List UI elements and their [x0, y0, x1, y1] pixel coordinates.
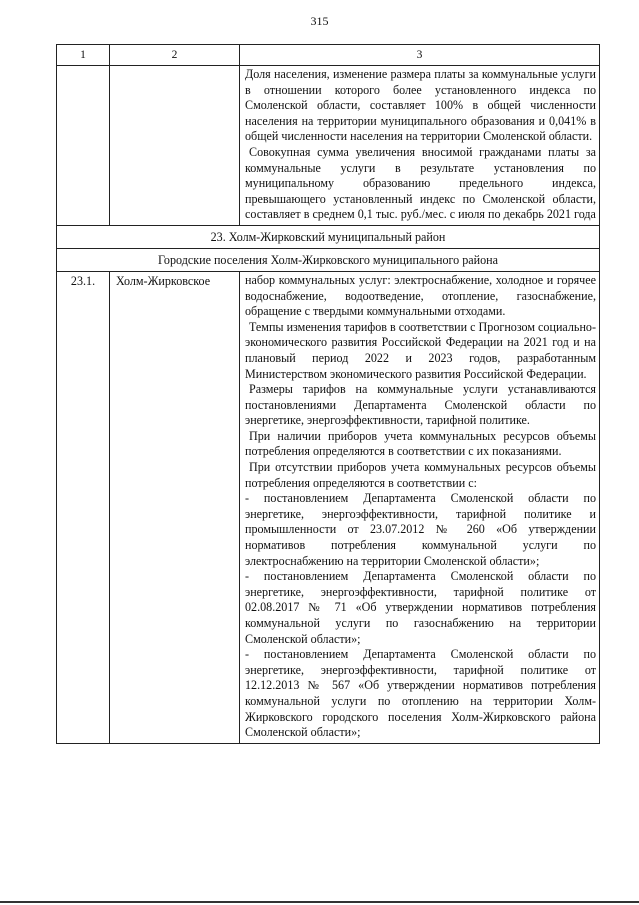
- header-cell-2: 2: [110, 45, 240, 66]
- paragraph: При отсутствии приборов учета коммунальных ресурсов объемы потребления определяются в соответствии с:: [245, 460, 596, 490]
- table-row: [57, 271, 600, 743]
- subsection-title-row: [57, 248, 600, 271]
- row-name: Холм-Жирковское: [110, 271, 240, 743]
- page-number: 315: [310, 14, 329, 28]
- continuation-row: [57, 66, 600, 226]
- paragraph: - постановлением Департамента Смоленской области по энергетике, энергоэффективности, тарифной политике от 12.12.2013 № 567 «Об утверждении нормативов потребления коммунальной услуги по отоплению на территории Холм-Жирковского городского поселения Холм-Жирковского района Смоленской области»;: [245, 647, 596, 740]
- page-bottom-edge: [0, 901, 639, 903]
- subsection-title: Городские поселения Холм-Жирковского муниципального района: [57, 248, 600, 271]
- row-description: [240, 271, 600, 743]
- paragraph: - постановлением Департамента Смоленской области по энергетике, энергоэффективности, тарифной политике и промышленности от 23.07.2012 № 260 «Об утверждении нормативов потребления коммунальной услуги по электроснабжению на территории Смоленской области»;: [245, 491, 596, 568]
- paragraph: Темпы изменения тарифов в соответствии с Прогнозом социально-экономического развития Российской Федерации на 2021 год и на плановый период 2022 и 2023 годов, разработанным Министерством экономического развития Российской Федерации.: [245, 319, 596, 381]
- paragraph: Доля населения, изменение размера платы за коммунальные услуги в отношении которого более установленного индекса по Смоленской области, составляет 100% в общей численности населения на территории муниципального образования и 0,041% в общей численности населения на территории Смоленской области.: [245, 67, 596, 144]
- row-number: 23.1.: [57, 271, 110, 743]
- header-cell-1: 1: [57, 45, 110, 66]
- paragraph: При наличии приборов учета коммунальных ресурсов объемы потребления определяются в соответствии с их показаниями.: [245, 428, 596, 459]
- continuation-text-cell: [240, 66, 600, 226]
- paragraph: - постановлением Департамента Смоленской области по энергетике, энергоэффективности, тарифной политике от 02.08.2017 № 71 «Об утверждении нормативов потребления коммунальной услуги по газоснабжению на территории Смоленской области»;: [245, 569, 596, 646]
- section-title-row: [57, 225, 600, 248]
- section-title: 23. Холм-Жирковский муниципальный район: [57, 225, 600, 248]
- table-header-row: [57, 45, 600, 66]
- document-table: [56, 44, 600, 744]
- header-cell-3: 3: [240, 45, 600, 66]
- paragraph: Размеры тарифов на коммунальные услуги устанавливаются постановлениями Департамента Смоленской области по энергетике, энергоэффективности, тарифной политике.: [245, 382, 596, 428]
- continuation-num-cell: [57, 66, 110, 226]
- paragraph: Совокупная сумма увеличения вносимой гражданами платы за коммунальные услуги в результате установления по муниципальному образованию предельного индекса, превышающего установленный индекс по Смоленской области, составляет в среднем 0,1 тыс. руб./мес. с июля по декабрь 2021 года: [245, 144, 596, 222]
- continuation-name-cell: [110, 66, 240, 226]
- paragraph: набор коммунальных услуг: электроснабжение, холодное и горячее водоснабжение, водоотведение, отопление, газоснабжение, обращение с твердыми коммунальными отходами.: [245, 272, 596, 319]
